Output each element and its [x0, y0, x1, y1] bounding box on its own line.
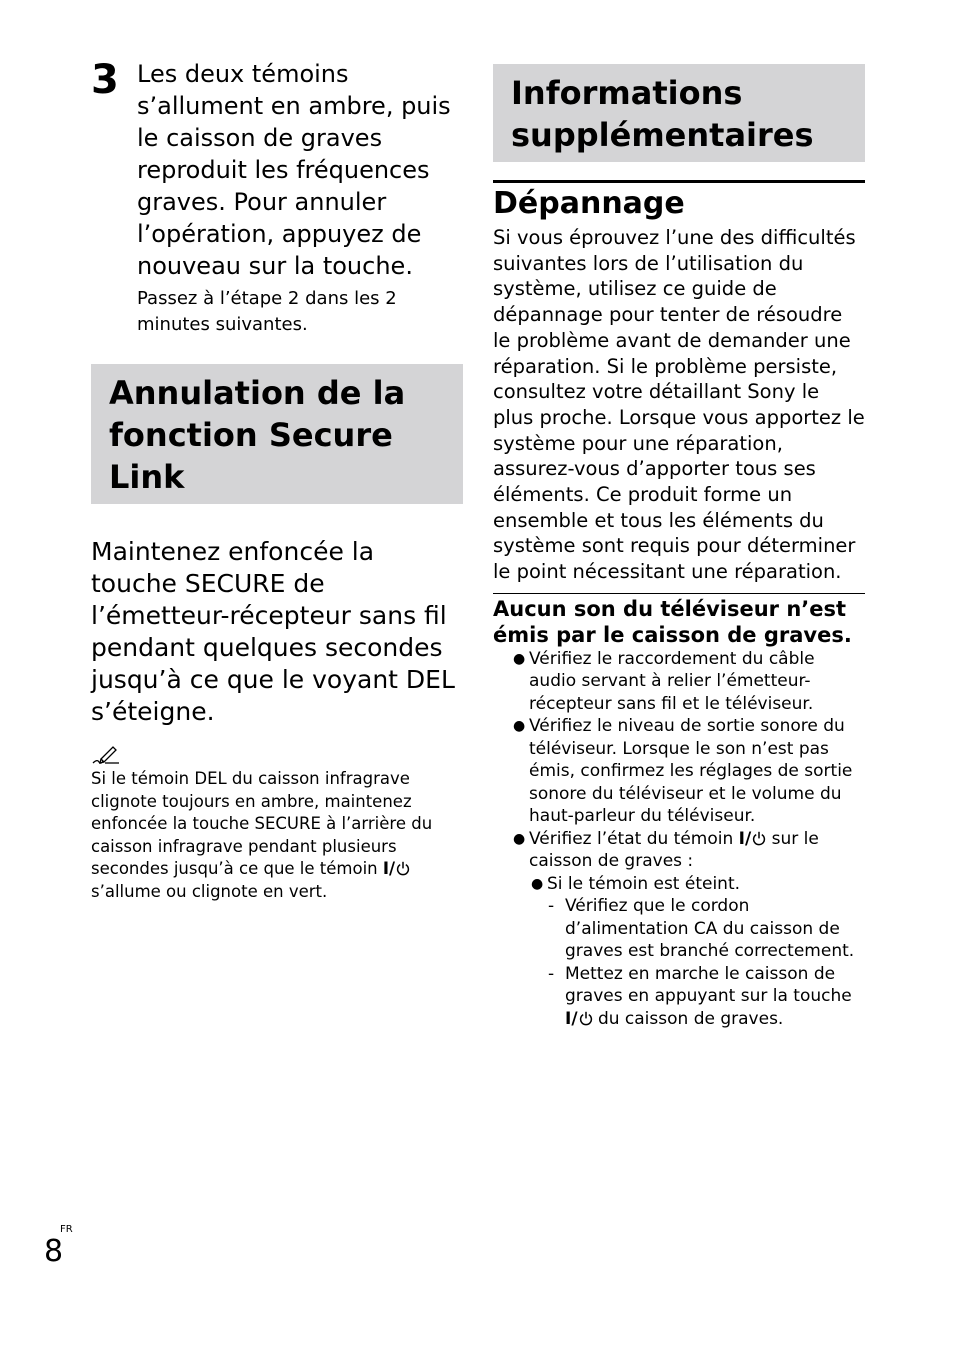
extra-info-heading: Informations supplémentaires	[493, 64, 865, 162]
note-text-part-a: Si le témoin DEL du caisson infragrave clignote toujours en ambre, maintenez enfoncée la touche SECURE à l’arrière du caisson infragrave pendant plusieurs secondes jusqu’à ce que le témoin	[91, 769, 433, 878]
bullet-text: Vérifiez le niveau de sortie sonore du téléviseur. Lorsque le son n’est pas émis, confirmez les réglages de sortie sonore du téléviseur et le volume du haut-parleur du téléviseur.	[529, 716, 853, 827]
power-label: I/	[382, 859, 396, 878]
dash-item	[547, 895, 865, 963]
bullet-icon: ●	[513, 830, 526, 847]
sub-list	[529, 873, 865, 1031]
bullet-text-part-a: Vérifiez l’état du témoin	[529, 828, 739, 849]
bullet-text-part-b: sur le caisson de graves :	[529, 828, 819, 872]
pencil-note-icon	[91, 744, 121, 766]
bullet-icon: ●	[513, 718, 526, 735]
secure-link-instruction: Maintenez enfoncée la touche SECURE de l’émetteur-récepteur sans fil pendant quelques secondes jusqu’à ce que le voyant DEL s’éteigne.	[91, 537, 455, 726]
dash-marker: -	[548, 896, 555, 917]
sub-list-item	[529, 873, 865, 1031]
list-item	[493, 715, 865, 828]
list-item	[493, 828, 865, 1031]
page-number: 8	[44, 1234, 64, 1269]
step-number: 3	[91, 57, 119, 103]
issue-title: Aucun son du téléviseur n’est émis par le caisson de graves.	[493, 596, 852, 647]
dash-list	[547, 895, 865, 1030]
troubleshooting-heading: Dépannage	[493, 186, 685, 221]
list-item	[493, 648, 865, 716]
bullet-text: Vérifiez le raccordement du câble audio servant à relier l’émetteur-récepteur sans fil et le téléviseur.	[529, 648, 815, 714]
troubleshooting-intro: Si vous éprouvez l’une des difficultés suivantes lors de l’utilisation du système, utilisez ce guide de dépannage pour tenter de résoudre le problème avant de demander une réparation. Si le problème persiste, consultez votre détaillant Sony le plus proche. Lorsque vous apportez le système pour une réparation, assurez-vous d’apporter tous ses éléments. Ce produit forme un ensemble et tous les éléments du système sont requis pour déterminer le point nécessitant une réparation.	[493, 226, 865, 584]
dash-text-part-b: du caisson de graves.	[592, 1008, 784, 1029]
power-icon	[752, 831, 766, 846]
power-label: I/	[738, 828, 752, 849]
step-note: Passez à l’étape 2 dans les 2 minutes suivantes.	[137, 288, 397, 335]
left-column	[91, 50, 463, 903]
power-icon	[579, 1011, 593, 1026]
section-rule	[493, 180, 865, 183]
bullet-icon: ●	[531, 875, 544, 892]
note-text-part-b: s’allume ou clignote en vert.	[91, 881, 328, 901]
power-icon	[396, 861, 410, 876]
bullet-icon: ●	[513, 650, 526, 667]
dash-text-part-a: Mettez en marche le caisson de graves en appuyant sur la touche	[565, 963, 852, 1007]
checklist	[493, 648, 865, 1031]
power-label: I/	[565, 1008, 578, 1029]
page-language: FR	[60, 1224, 73, 1235]
dash-text: Vérifiez que le cordon d’alimentation CA du caisson de graves est branché correctement.	[565, 896, 855, 962]
issue-rule	[493, 593, 865, 594]
dash-marker: -	[548, 963, 555, 984]
dash-item	[547, 963, 865, 1031]
right-column	[493, 64, 865, 1030]
secure-link-note	[91, 768, 463, 903]
sub-bullet-text: Si le témoin est éteint.	[547, 873, 741, 894]
secure-link-heading: Annulation de la fonction Secure Link	[91, 364, 463, 504]
step-instruction: Les deux témoins s’allument en ambre, puis le caisson de graves reproduit les fréquences graves. Pour annuler l’opération, appuyez de nouveau sur la touche.	[137, 60, 451, 280]
step-3	[91, 58, 463, 338]
